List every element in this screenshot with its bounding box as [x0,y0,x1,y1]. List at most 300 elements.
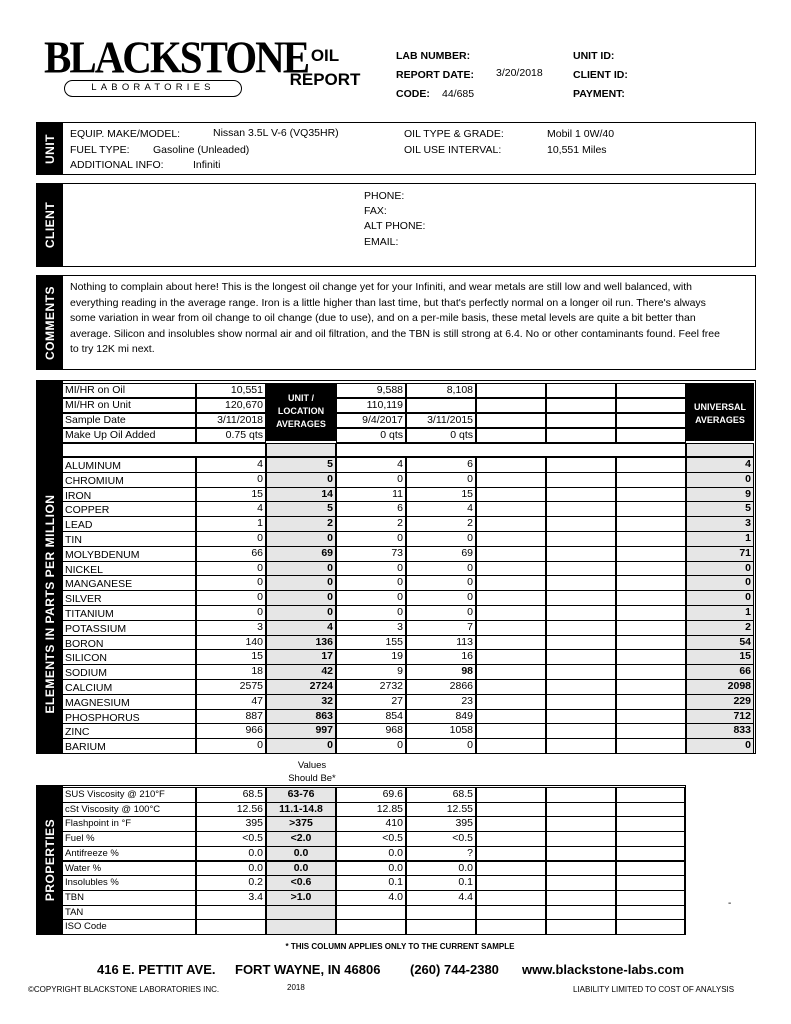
property-empty [616,802,685,818]
info-row-label: Make Up Oil Added [62,428,196,443]
element-empty [476,694,546,710]
property-empty [616,846,685,862]
element-empty [476,457,546,473]
client-section-label: CLIENT [43,201,57,249]
element-sample2: 2732 [336,679,406,695]
element-name: COPPER [62,501,196,517]
element-empty [616,694,686,710]
element-universal-average: 1 [686,605,754,621]
element-empty [616,531,686,547]
property-current [196,919,266,935]
info-row-label: MI/HR on Unit [62,398,196,413]
property-current: 3.4 [196,890,266,906]
property-empty [546,890,616,906]
element-empty [616,605,686,621]
element-sample2: 0 [336,472,406,488]
values-header-line1: Values [297,760,327,771]
property-current: 0.0 [196,846,266,862]
info-row-current: 0.75 qts [196,428,266,443]
element-name: IRON [62,487,196,503]
report-title-line1: OIL [310,46,340,65]
element-unit-average: 997 [266,723,336,739]
property-should-be: <0.6 [266,875,336,891]
footer-phone: (260) 744-2380 [410,962,499,977]
element-empty [546,664,616,680]
info-row-empty [616,413,686,428]
report-date-label: REPORT DATE: [396,69,474,81]
element-unit-average: 0 [266,472,336,488]
element-current: 966 [196,723,266,739]
property-sample2: 4.0 [336,890,406,906]
element-universal-average: 2 [686,620,754,636]
property-name: Fuel % [62,831,196,847]
property-name: Antifreeze % [62,846,196,862]
element-current: 0 [196,531,266,547]
comments-text: Nothing to complain about here! This is the longest oil change yet for your Infiniti, and wear metals are still low and well balanced, with everything reading in the average range. Iron is a little higher than last time, but that's perfectly normal on a longer oil run. There's always some variation in wear from oil change to oil change (due to use), and on a per-mile basis, these metal levels are quite a bit better than average. Silicon and insolubles show normal air and oil filtration, and the TBN is still strong at 6.4. No or other contaminants found. Feel free to try 12K mi next. [70,281,720,355]
property-empty [476,890,546,906]
spacer-cell [686,443,754,457]
element-unit-average: 863 [266,709,336,725]
property-sample2: 0.0 [336,861,406,877]
property-should-be [266,905,336,921]
element-universal-average: 3 [686,516,754,532]
property-empty [616,905,685,921]
property-sample3 [406,905,476,921]
element-empty [546,635,616,651]
element-empty [546,738,616,754]
element-sample2: 4 [336,457,406,473]
info-row-sample2: 9,588 [336,383,406,398]
property-empty [476,875,546,891]
element-name: ALUMINUM [62,457,196,473]
footer-liability: LIABILITY LIMITED TO COST OF ANALYSIS [573,985,735,994]
element-empty [616,516,686,532]
element-current: 4 [196,501,266,517]
element-sample2: 73 [336,546,406,562]
element-current: 0 [196,738,266,754]
elements-table [36,380,756,754]
fuel-value: Gasoline (Unleaded) [153,144,250,156]
footer-copyright: ©COPYRIGHT BLACKSTONE LABORATORIES INC. [28,985,220,994]
element-unit-average: 0 [266,561,336,577]
element-name: CALCIUM [62,679,196,695]
element-empty [546,487,616,503]
info-row-empty [616,398,686,413]
info-row-empty [616,428,686,443]
element-empty [476,501,546,517]
element-empty [616,487,686,503]
element-unit-average: 0 [266,605,336,621]
property-empty [476,787,546,803]
element-empty [616,679,686,695]
property-current [196,905,266,921]
property-name: cSt Viscosity @ 100°C [62,802,196,818]
element-empty [616,546,686,562]
element-universal-average: 833 [686,723,754,739]
property-empty [476,861,546,877]
element-sample2: 155 [336,635,406,651]
info-row-empty [476,398,546,413]
element-universal-average: 9 [686,487,754,503]
element-unit-average: 136 [266,635,336,651]
unit-sidebar [37,123,63,174]
report-date-value: 3/20/2018 [496,67,543,79]
elements-section-label: ELEMENTS IN PARTS PER MILLION [43,494,57,714]
element-empty [546,679,616,695]
element-sample2: 0 [336,738,406,754]
element-current: 15 [196,649,266,665]
element-empty [546,472,616,488]
property-sample3: 0.1 [406,875,476,891]
element-current: 47 [196,694,266,710]
element-current: 140 [196,635,266,651]
property-sample3: 395 [406,816,476,832]
element-empty [546,694,616,710]
element-empty [476,516,546,532]
element-empty [616,620,686,636]
property-sample2 [336,905,406,921]
property-empty [546,861,616,877]
element-sample2: 3 [336,620,406,636]
element-empty [546,590,616,606]
property-sample3: 4.4 [406,890,476,906]
element-unit-average: 17 [266,649,336,665]
element-sample2: 19 [336,649,406,665]
element-universal-average: 229 [686,694,754,710]
property-empty [546,905,616,921]
info-label: ADDITIONAL INFO: [70,159,164,171]
property-should-be [266,919,336,935]
property-sample2: 12.85 [336,802,406,818]
element-sample3: 113 [406,635,476,651]
element-name: CHROMIUM [62,472,196,488]
element-current: 18 [196,664,266,680]
property-sample3: ? [406,846,476,862]
oil-type-label: OIL TYPE & GRADE: [404,128,504,140]
property-sample3: 0.0 [406,861,476,877]
property-name: TAN [62,905,196,921]
logo-main-text: BLACKSTONE [44,30,309,83]
element-current: 15 [196,487,266,503]
element-empty [616,723,686,739]
property-empty [546,919,616,935]
info-row-label: MI/HR on Oil [62,383,196,398]
footnote: * THIS COLUMN APPLIES ONLY TO THE CURRENT SAMPLE [285,942,515,951]
property-empty [476,802,546,818]
property-empty [546,802,616,818]
element-sample3: 16 [406,649,476,665]
property-name: Insolubles % [62,875,196,891]
info-row-sample2: 0 qts [336,428,406,443]
stray-mark: - [728,898,732,909]
payment-label: PAYMENT: [573,88,625,100]
element-empty [616,575,686,591]
element-empty [546,516,616,532]
client-id-label: CLIENT ID: [573,69,628,81]
element-empty [616,561,686,577]
element-unit-average: 42 [266,664,336,680]
logo-sub-text: LABORATORIES [64,80,242,97]
element-empty [476,620,546,636]
element-empty [546,605,616,621]
element-empty [616,738,686,754]
property-empty [616,816,685,832]
fax-label: FAX: [364,205,387,217]
fuel-label: FUEL TYPE: [70,144,130,156]
interval-value: 10,551 Miles [547,144,607,156]
element-sample3: 849 [406,709,476,725]
element-empty [476,738,546,754]
element-unit-average: 0 [266,738,336,754]
element-empty [616,664,686,680]
element-sample2: 854 [336,709,406,725]
property-current: 68.5 [196,787,266,803]
element-universal-average: 0 [686,472,754,488]
element-sample2: 0 [336,590,406,606]
property-sample2: 0.0 [336,846,406,862]
element-empty [476,649,546,665]
info-row-sample3: 0 qts [406,428,476,443]
property-empty [546,875,616,891]
element-sample3: 23 [406,694,476,710]
element-sample2: 0 [336,531,406,547]
element-universal-average: 0 [686,575,754,591]
footer-address: 416 E. PETTIT AVE. [97,962,216,977]
spacer-cell [336,443,686,457]
element-sample3: 0 [406,561,476,577]
element-sample3: 4 [406,501,476,517]
element-sample2: 0 [336,561,406,577]
report-title-line2: REPORT [289,70,361,89]
info-row-sample3: 8,108 [406,383,476,398]
info-row-empty [476,413,546,428]
element-universal-average: 5 [686,501,754,517]
element-empty [546,723,616,739]
info-row-empty [546,413,616,428]
property-empty [546,816,616,832]
property-empty [476,816,546,832]
client-sidebar [37,184,63,266]
property-empty [616,919,685,935]
property-empty [616,890,685,906]
info-row-current: 10,551 [196,383,266,398]
info-row-empty [476,428,546,443]
property-sample2: 0.1 [336,875,406,891]
interval-label: OIL USE INTERVAL: [404,144,502,156]
property-empty [546,831,616,847]
property-should-be: <2.0 [266,831,336,847]
element-current: 0 [196,590,266,606]
element-sample3: 0 [406,472,476,488]
unit-id-label: UNIT ID: [573,50,615,62]
element-empty [616,709,686,725]
element-unit-average: 14 [266,487,336,503]
element-name: LEAD [62,516,196,532]
footer-website[interactable]: www.blackstone-labs.com [522,962,685,977]
element-empty [476,635,546,651]
property-empty [476,846,546,862]
element-current: 3 [196,620,266,636]
element-empty [616,590,686,606]
element-empty [476,723,546,739]
properties-sidebar [37,786,63,934]
element-sample2: 27 [336,694,406,710]
info-row-sample3 [406,398,476,413]
element-empty [476,664,546,680]
element-sample3: 2 [406,516,476,532]
oil-type-value: Mobil 1 0W/40 [547,128,615,140]
property-empty [616,875,685,891]
code-label: CODE: [396,88,430,100]
element-name: MAGNESIUM [62,694,196,710]
info-row-label: Sample Date [62,413,196,428]
element-empty [546,575,616,591]
property-empty [546,787,616,803]
property-current: 395 [196,816,266,832]
info-row-sample2: 110,119 [336,398,406,413]
element-current: 2575 [196,679,266,695]
element-sample3: 69 [406,546,476,562]
property-empty [616,787,685,803]
info-row-current: 120,670 [196,398,266,413]
element-universal-average: 0 [686,561,754,577]
spacer-cell [62,443,266,457]
element-unit-average: 4 [266,620,336,636]
property-sample3: 68.5 [406,787,476,803]
element-sample3: 2866 [406,679,476,695]
info-value: Infiniti [193,159,221,171]
property-name: Water % [62,861,196,877]
info-row-empty [476,383,546,398]
element-current: 0 [196,472,266,488]
element-universal-average: 0 [686,590,754,606]
element-sample2: 968 [336,723,406,739]
phone-label: PHONE: [364,190,405,202]
info-row-sample3: 3/11/2015 [406,413,476,428]
element-empty [476,590,546,606]
alt-phone-label: ALT PHONE: [364,220,426,232]
element-empty [546,531,616,547]
property-should-be: 11.1-14.8 [266,802,336,818]
element-empty [616,472,686,488]
universal-averages-header: UNIVERSAL AVERAGES [686,383,754,441]
element-name: BORON [62,635,196,651]
element-unit-average: 5 [266,457,336,473]
element-sample2: 11 [336,487,406,503]
element-empty [546,457,616,473]
element-sample2: 2 [336,516,406,532]
element-empty [546,546,616,562]
element-empty [546,561,616,577]
values-header-line2: Should Be* [288,773,336,784]
element-empty [476,546,546,562]
element-empty [546,620,616,636]
comments-section [36,275,756,370]
element-universal-average: 2098 [686,679,754,695]
property-sample2: 69.6 [336,787,406,803]
element-sample3: 0 [406,590,476,606]
element-name: TITANIUM [62,605,196,621]
element-universal-average: 66 [686,664,754,680]
element-universal-average: 1 [686,531,754,547]
unit-section-label: UNIT [43,133,57,164]
element-empty [476,472,546,488]
element-name: SODIUM [62,664,196,680]
property-sample3 [406,919,476,935]
property-should-be: 0.0 [266,846,336,862]
element-universal-average: 71 [686,546,754,562]
property-should-be: 63-76 [266,787,336,803]
comments-section-label: COMMENTS [43,285,57,360]
property-empty [616,831,685,847]
element-empty [476,531,546,547]
property-name: Flashpoint in °F [62,816,196,832]
element-universal-average: 712 [686,709,754,725]
unit-averages-header: UNIT / LOCATION AVERAGES [266,383,336,441]
property-empty [476,905,546,921]
footer-city: FORT WAYNE, IN 46806 [235,962,381,977]
element-sample2: 0 [336,605,406,621]
element-unit-average: 0 [266,575,336,591]
properties-table [36,785,686,935]
element-current: 887 [196,709,266,725]
element-empty [616,501,686,517]
lab-number-label: LAB NUMBER: [396,50,471,62]
element-sample3: 15 [406,487,476,503]
code-value: 44/685 [442,88,475,100]
element-unit-average: 69 [266,546,336,562]
footer-year: 2018 [287,983,305,992]
property-should-be: 0.0 [266,861,336,877]
blackstone-logo [44,30,309,108]
element-empty [476,605,546,621]
properties-section-label: PROPERTIES [43,818,57,902]
element-current: 0 [196,605,266,621]
info-row-sample2: 9/4/2017 [336,413,406,428]
element-empty [616,635,686,651]
client-section [36,183,756,267]
property-name: TBN [62,890,196,906]
element-current: 0 [196,561,266,577]
element-name: SILICON [62,649,196,665]
element-current: 66 [196,546,266,562]
element-empty [546,649,616,665]
element-name: PHOSPHORUS [62,709,196,725]
element-name: TIN [62,531,196,547]
element-empty [476,709,546,725]
property-current: 0.0 [196,861,266,877]
property-current: <0.5 [196,831,266,847]
element-sample3: 98 [406,664,476,680]
property-name: ISO Code [62,919,196,935]
info-row-empty [546,398,616,413]
element-empty [546,709,616,725]
element-name: SILVER [62,590,196,606]
element-current: 4 [196,457,266,473]
element-empty [616,457,686,473]
element-unit-average: 2 [266,516,336,532]
property-empty [476,831,546,847]
element-name: MOLYBDENUM [62,546,196,562]
property-current: 12.56 [196,802,266,818]
element-unit-average: 0 [266,590,336,606]
elements-sidebar [37,381,63,753]
element-empty [476,561,546,577]
element-current: 1 [196,516,266,532]
element-sample3: 0 [406,531,476,547]
element-unit-average: 2724 [266,679,336,695]
equip-value: Nissan 3.5L V-6 (VQ35HR) [213,127,339,139]
